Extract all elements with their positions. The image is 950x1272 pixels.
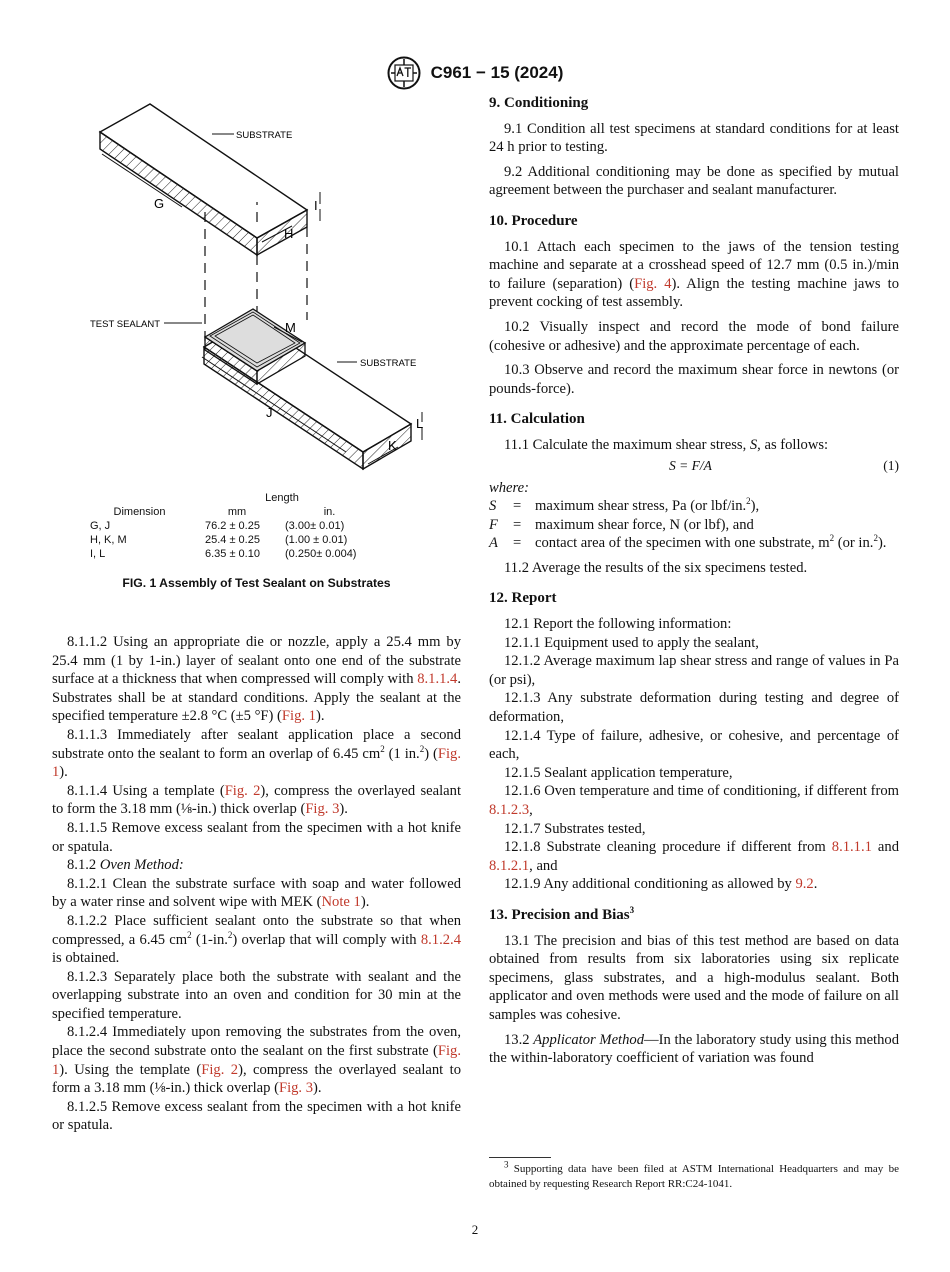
symbol-definition: A = contact area of the specimen with one substrate, $m^2$ (or in.$^2$). [489, 533, 887, 552]
para-12-1-6: 12.1.6 Oven temperature and time of conditioning, if different from 8.1.2.3, [489, 783, 899, 818]
label-m: M [285, 320, 296, 335]
label-test-sealant: TEST SEALANT [90, 319, 161, 330]
para-13-2: 13.2 Applicator Method—In the laboratory study using this method the within-laboratory coefficient of variation was found [489, 1031, 899, 1067]
symbol-definition: S = maximum shear stress, Pa (or lbf/in.$^2$), [489, 496, 760, 515]
equation-formula: S = F/A [669, 457, 712, 473]
para-8-1-1-3: 8.1.1.3 Immediately after sealant application place a second substrate onto the sealant to form an overlap of 6.45 $cm^2$ (1 in.$^2$) (Fig. 1). [52, 726, 461, 781]
label-j: J [266, 405, 273, 420]
para-8-1-1-5: 8.1.1.5 Remove excess sealant from the specimen with a hot knife or spatula. [52, 819, 461, 855]
label-g: G [154, 196, 165, 211]
table-row: I, L 6.35 ± 0.10 (0.250± 0.004) [90, 548, 357, 560]
link-fig-2[interactable]: Fig. 2 [224, 782, 261, 799]
section-heading-13: 13. Precision and Bias$^3$ [489, 904, 635, 923]
para-10-3: 10.3 Observe and record the maximum shear force in newtons (or pounds-force). [489, 362, 899, 397]
para-12-1-9: 12.1.9 Any additional conditioning as allowed by 9.2. [504, 876, 818, 893]
link-8-1-2-4[interactable]: 8.1.2.4 [420, 931, 461, 948]
page-header [0, 56, 950, 90]
dimension-table [82, 491, 412, 561]
para-13-1: 13.1 The precision and bias of this test method are based on data obtained from results from six laboratories using six replicate specimens, glass substrates, and a high-modulus sealant. Both applicator and oven methods were used and the mode of failure on all samples was cohesive. [489, 932, 899, 1023]
link-fig-1[interactable]: Fig. 1 [52, 1043, 461, 1078]
link-8-1-2-3[interactable]: 8.1.2.3 [489, 802, 530, 818]
link-fig-1[interactable]: Fig. 1 [281, 708, 316, 725]
para-9-2: 9.2 Additional conditioning may be done as specified by mutual agreement between the purchaser and sealant manufacturer. [489, 163, 899, 199]
para-12-1-2: 12.1.2 Average maximum lap shear stress and range of values in Pa (or psi), [489, 653, 899, 688]
link-fig-3[interactable]: Fig. 3 [305, 801, 340, 818]
astm-logo-icon [387, 56, 421, 90]
link-fig-4[interactable]: Fig. 4 [634, 275, 672, 292]
table-col-mm: mm [227, 506, 247, 518]
para-12-1-5: 12.1.5 Sealant application temperature, [504, 764, 733, 781]
link-note-1[interactable]: Note 1 [321, 894, 361, 911]
footnote-divider [489, 1157, 551, 1158]
label-k: K [388, 438, 397, 453]
para-8-1-2: 8.1.2 Oven Method: [67, 857, 184, 874]
label-i: I [314, 198, 318, 213]
table-row: H, K, M 25.4 ± 0.25 (1.00 ± 0.01) [90, 534, 348, 546]
para-8-1-2-4: 8.1.2.4 Immediately upon removing the substrates from the oven, place the second substrate onto the sealant on the first substrate (Fig. 1). Using the template (Fig. 2), compress the overlayed sealant to form a 3.18 mm (⅛-in.) thick overlap (Fig. 3). [52, 1024, 461, 1097]
top-substrate [100, 104, 307, 255]
para-9-1: 9.1 Condition all test specimens at standard conditions for at least 24 h prior to testing. [489, 120, 899, 156]
para-11-2: 11.2 Average the results of the six specimens tested. [504, 559, 808, 576]
para-12-1: 12.1 Report the following information: [504, 616, 732, 633]
footnote: $^3$ Supporting data have been filed at ASTM International Headquarters and may be obtained by requesting Research Report RR:C24-1041. [489, 1159, 899, 1190]
section-heading-10: 10. Procedure [489, 212, 578, 229]
para-8-1-1-4: 8.1.1.4 Using a template (Fig. 2), compress the overlayed sealant to form the 3.18 mm (⅛-in.) thick overlap (Fig. 3). [52, 782, 461, 818]
section-heading-9: 9. Conditioning [489, 95, 589, 111]
equation-number: (1) [883, 457, 899, 473]
link-fig-2[interactable]: Fig. 2 [201, 1061, 239, 1078]
section-heading-12: 12. Report [489, 590, 557, 607]
table-col-in: in. [323, 506, 336, 518]
section-heading-11: 11. Calculation [489, 411, 585, 428]
link-8-1-1-4[interactable]: 8.1.1.4 [417, 671, 458, 688]
para-8-1-2-2: 8.1.2.2 Place sufficient sealant onto the substrate so that when compressed, a 6.45 $cm^2$ (1-in.$^2$) overlap that will comply with 8.1.2.4 is obtained. [52, 912, 461, 967]
para-8-1-2-3: 8.1.2.3 Separately place both the substrate with sealant and the overlapping substrate into an oven and condition for 30 min at the specified temperature. [52, 968, 461, 1022]
label-h: H [284, 226, 294, 241]
left-column [52, 633, 461, 1135]
right-column [489, 94, 899, 1068]
para-11-1: 11.1 Calculate the maximum shear stress, S, as follows: [504, 436, 829, 453]
figure-caption: FIG. 1 Assembly of Test Sealant on Substrates [122, 576, 391, 590]
label-substrate-bottom: SUBSTRATE [360, 358, 417, 369]
link-fig-1[interactable]: Fig. 1 [52, 745, 461, 781]
figure-1 [52, 92, 461, 612]
link-fig-3[interactable]: Fig. 3 [278, 1080, 314, 1097]
para-8-1-2-5: 8.1.2.5 Remove excess sealant from the specimen with a hot knife or spatula. [52, 1098, 461, 1134]
para-12-1-3: 12.1.3 Any substrate deformation during testing and degree of deformation, [489, 690, 899, 726]
symbol-definition: F = maximum shear force, N (or lbf), and [489, 516, 754, 533]
para-12-1-7: 12.1.7 Substrates tested, [504, 820, 646, 837]
label-l: L [416, 416, 424, 431]
table-length-header: Length [265, 492, 299, 504]
link-8-1-1-1[interactable]: 8.1.1.1 [831, 839, 872, 856]
label-substrate-top: SUBSTRATE [236, 130, 293, 141]
table-row: G, J 76.2 ± 0.25 (3.00± 0.01) [90, 520, 345, 532]
assembly-diagram [52, 92, 461, 492]
standard-designation: C961 − 15 (2024) [430, 63, 564, 82]
where-label: where: [489, 479, 529, 496]
link-8-1-2-1[interactable]: 8.1.2.1 [489, 857, 530, 874]
para-12-1-1: 12.1.1 Equipment used to apply the sealant, [504, 634, 759, 651]
page-number: 2 [471, 1222, 479, 1237]
para-8-1-1-2: 8.1.1.2 Using an appropriate die or nozzle, apply a 25.4 mm by 25.4 mm (1 by 1-in.) layer of sealant onto one end of the substrate surface at a thickness that when compressed will comply with 8.1.1.4. Substrates shall be at standard conditions. Apply the sealant at the specified temperature ±2.8 °C (±5 °F) (Fig. 1). [52, 634, 461, 725]
para-10-2: 10.2 Visually inspect and record the mode of bond failure (cohesive or adhesive) and the approximate percentage of each. [489, 318, 899, 354]
equation-1 [489, 455, 899, 477]
para-12-1-8: 12.1.8 Substrate cleaning procedure if different from 8.1.1.1 and 8.1.2.1, and [489, 839, 899, 874]
table-col-dimension: Dimension [113, 506, 166, 518]
para-12-1-4: 12.1.4 Type of failure, adhesive, or cohesive, and percentage of each, [489, 727, 899, 763]
link-9-2[interactable]: 9.2 [795, 876, 814, 893]
para-10-1: 10.1 Attach each specimen to the jaws of the tension testing machine and separate at a crosshead speed of 12.7 mm (0.5 in.)/min to failure (separation) (Fig. 4). Align the testing machine jaws to prevent cocking of test assembly. [489, 238, 899, 311]
para-8-1-2-1: 8.1.2.1 Clean the substrate surface with soap and water followed by a water rinse and solvent wipe with MEK (Note 1). [52, 875, 461, 911]
